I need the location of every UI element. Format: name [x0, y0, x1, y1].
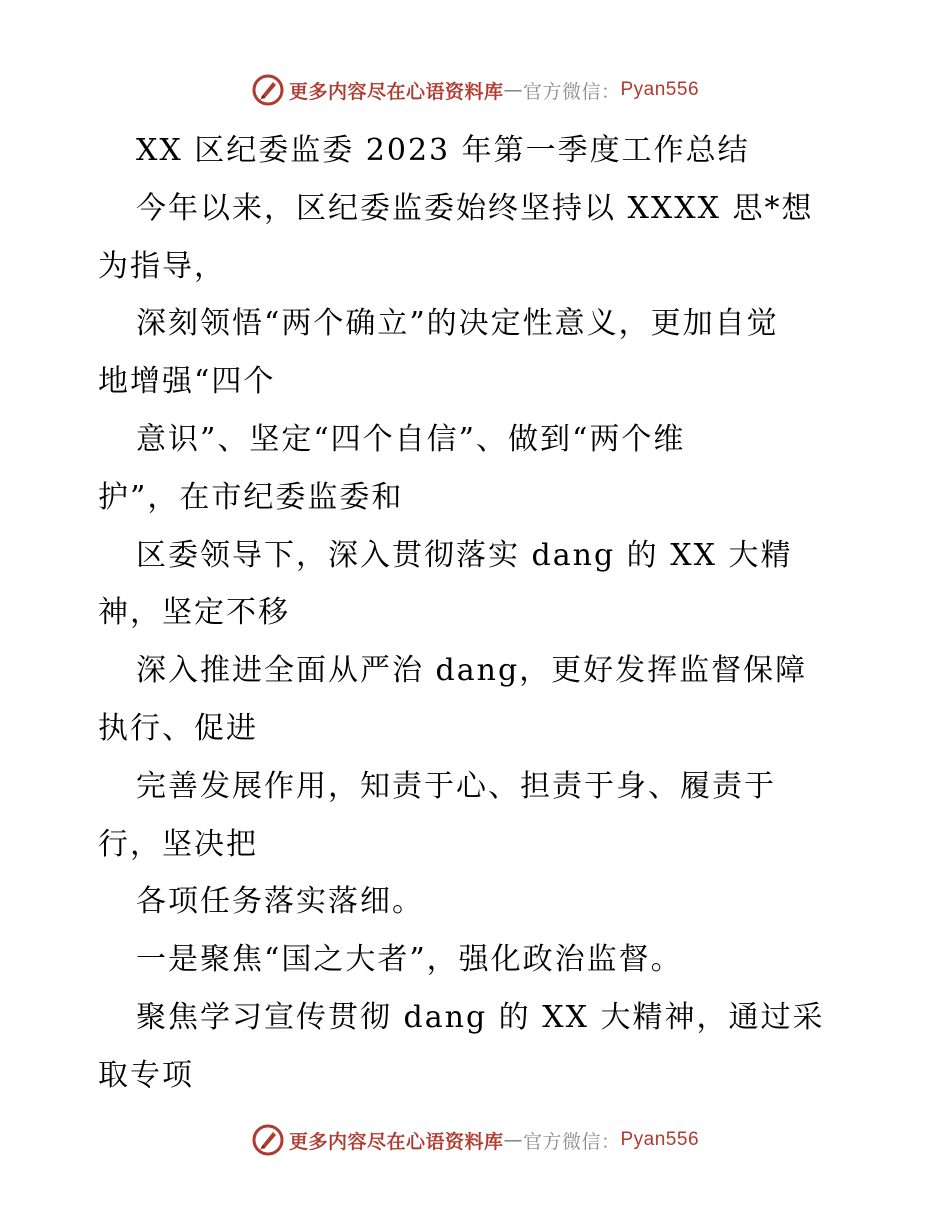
document-body	[98, 122, 858, 1105]
document-title: XX 区纪委监委 2023 年第一季度工作总结	[136, 133, 750, 168]
document-line: 深刻领悟“两个确立”的决定性意义，更加自觉	[136, 306, 779, 342]
quill-pen-logo-icon	[251, 1123, 285, 1157]
banner-wechat-label: 官方微信：	[522, 1130, 621, 1153]
banner-wechat-label: 官方微信：	[522, 80, 621, 103]
banner-wechat-id: Pyan556	[620, 79, 700, 100]
banner-separator: —	[503, 1129, 523, 1151]
document-line: 今年以来，区纪委监委始终坚持以 XXXX 思*想	[136, 190, 814, 226]
document-line: 护”，在市纪委监委和	[98, 479, 404, 515]
banner-site-name: 更多内容尽在心语资料库	[288, 1130, 504, 1153]
document-line: 完善发展作用，知责于心、担责于身、履责于	[136, 768, 776, 804]
document-line: 取专项	[98, 1057, 194, 1093]
document-line: 聚焦学习宣传贯彻 dang 的 XX 大精神，通过采	[136, 999, 825, 1035]
document-line: 深入推进全面从严治 dang，更好发挥监督保障	[136, 653, 808, 689]
document-line: 各项任务落实落细。	[136, 884, 424, 920]
document-line: 为指导，	[98, 248, 226, 284]
quill-pen-logo-icon	[251, 73, 285, 107]
document-line: 行，坚决把	[98, 826, 258, 862]
banner-separator: —	[503, 79, 523, 101]
document-line: 执行、促进	[98, 710, 258, 746]
document-line: 区委领导下，深入贯彻落实 dang 的 XX 大精	[136, 537, 793, 573]
banner-site-name: 更多内容尽在心语资料库	[288, 80, 504, 103]
document-line: 地增强“四个	[98, 364, 276, 400]
section-heading: 一是聚焦“国之大者”，强化政治监督。	[136, 942, 683, 978]
document-line: 意识”、坚定“四个自信”、做到“两个维	[136, 421, 686, 457]
banner-wechat-id: Pyan556	[620, 1129, 700, 1150]
header-banner	[0, 70, 950, 110]
footer-banner	[0, 1120, 950, 1160]
document-line: 神，坚定不移	[98, 595, 290, 631]
